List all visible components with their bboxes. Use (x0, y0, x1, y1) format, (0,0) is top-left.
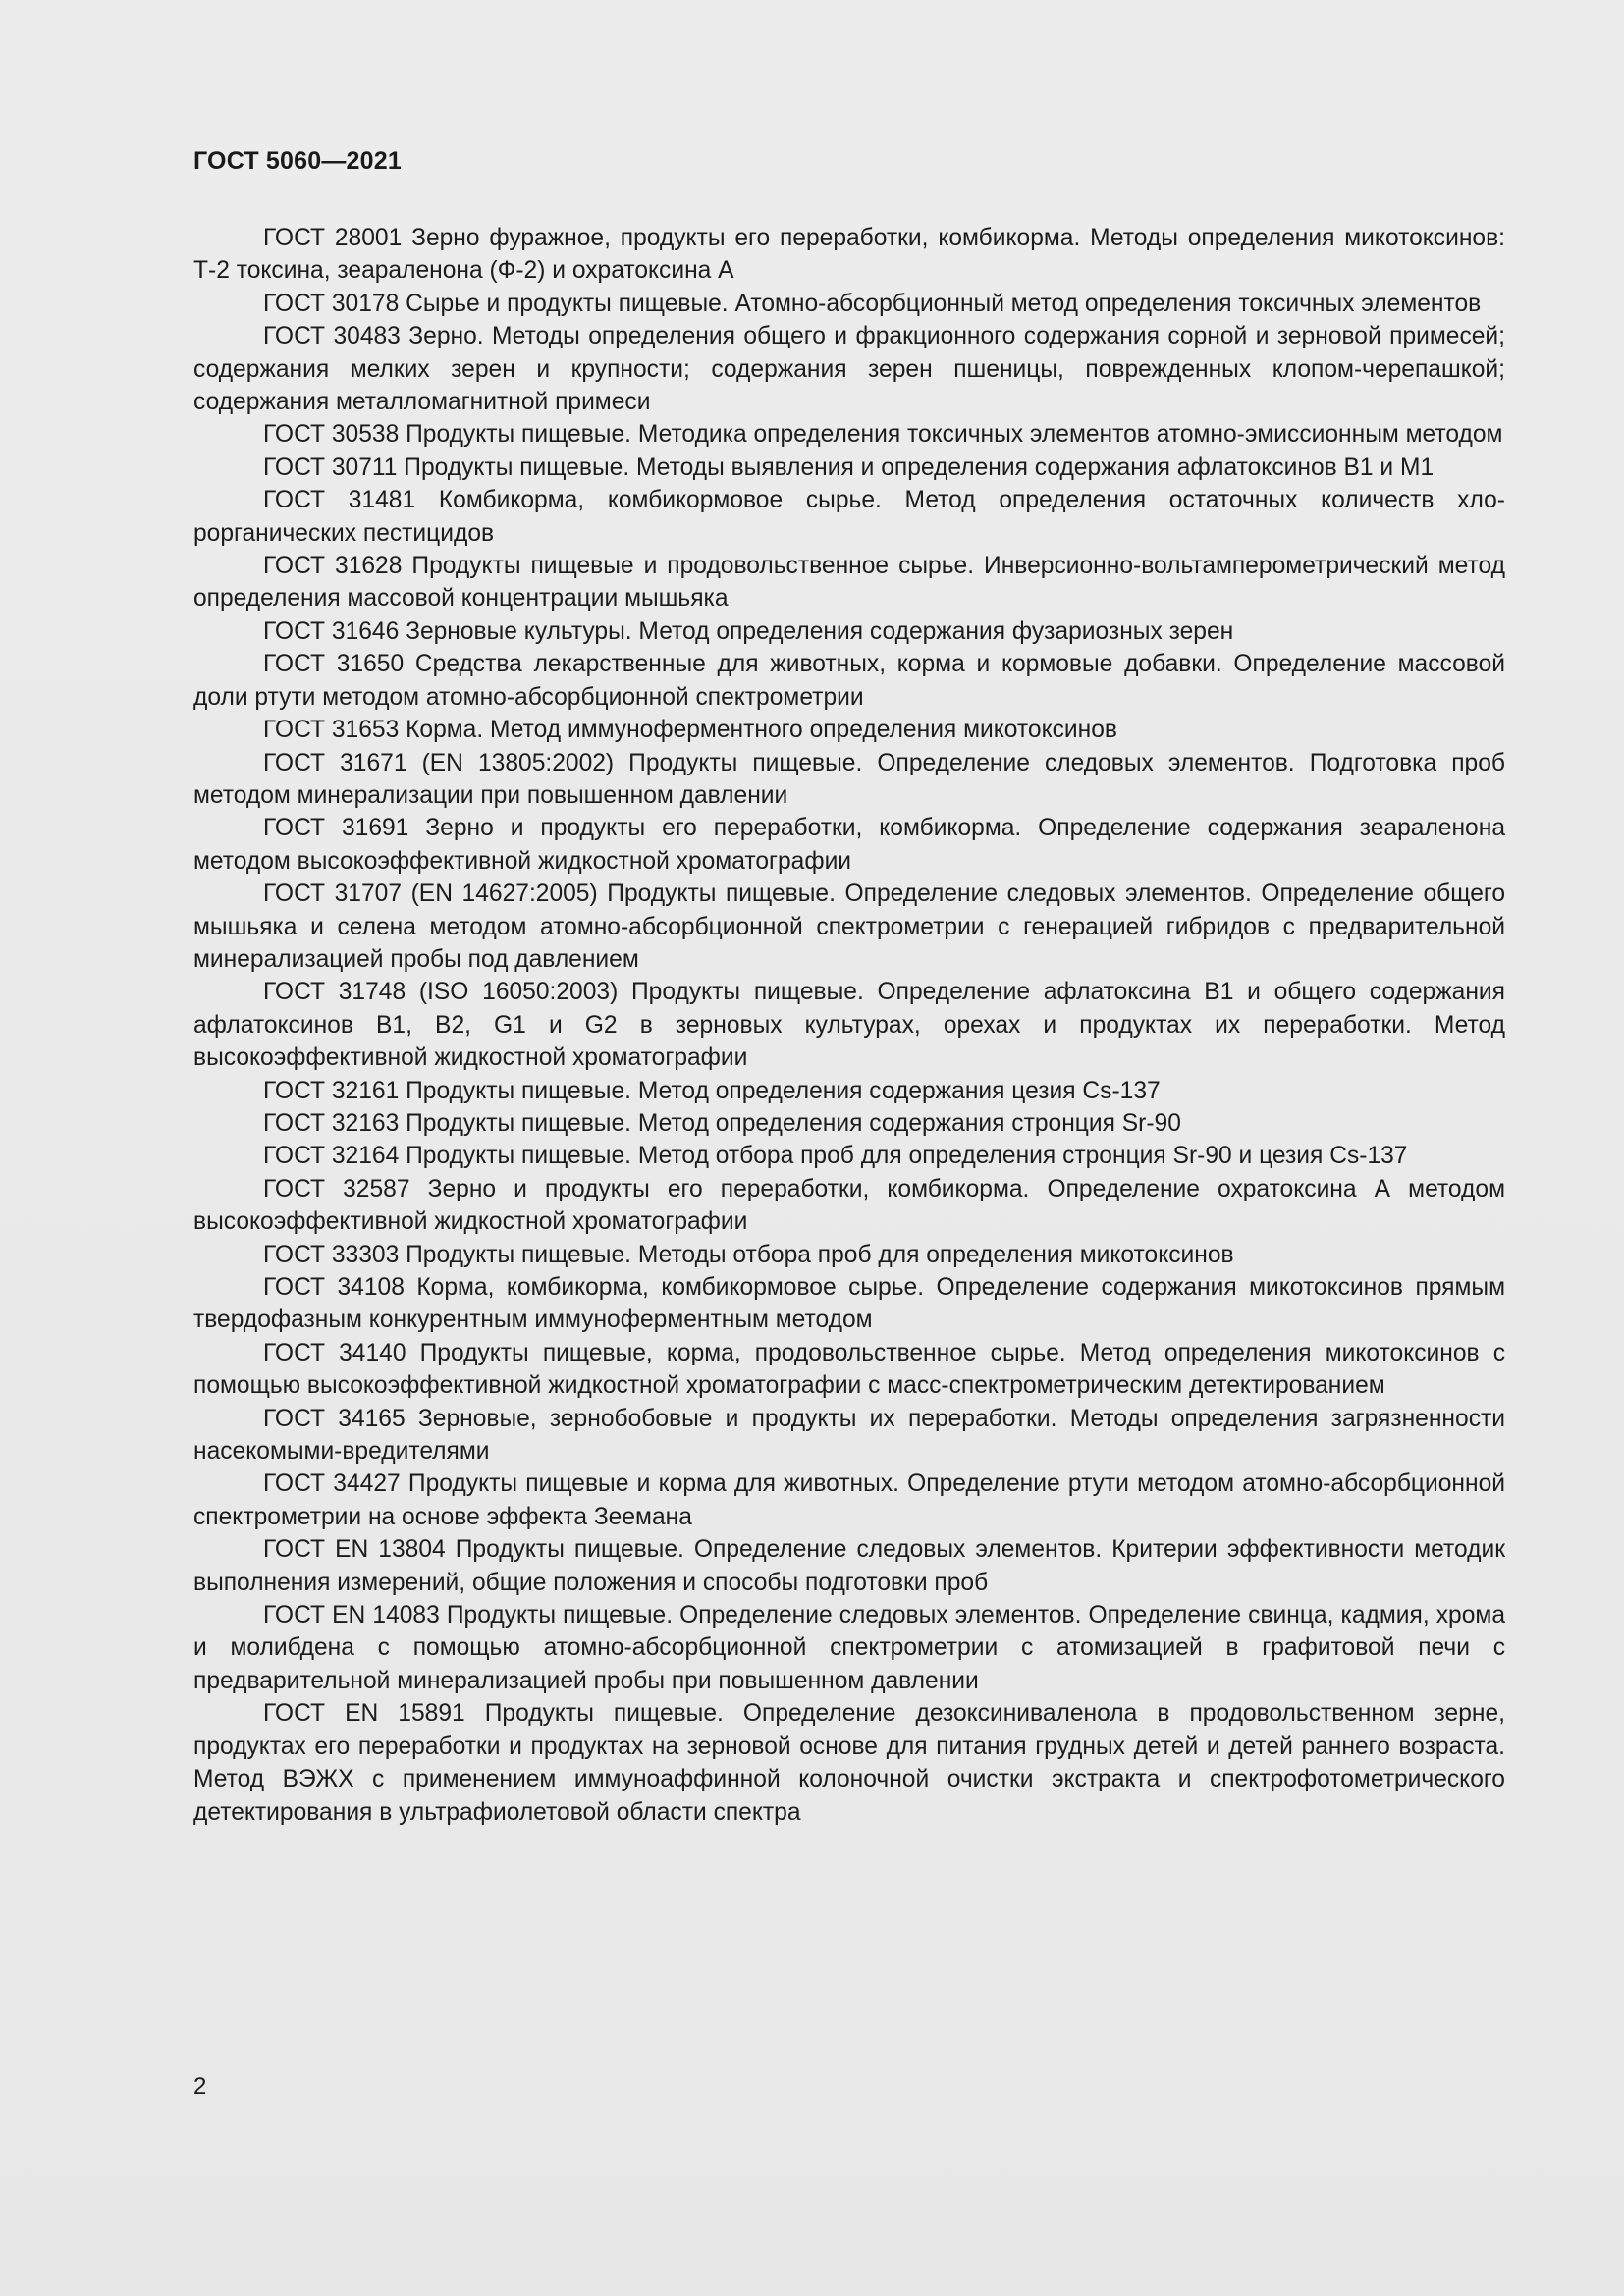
reference-item: ГОСТ 31646 Зерновые культуры. Метод определения содержания фузариозных зерен (263, 617, 1234, 645)
reference-item: ГОСТ 31650 Средства лекарственные для животных, корма и кормовые добавки. Определение массовой доли ртути методом атомно-абсорбционной спектрометрии (193, 651, 1505, 711)
reference-item: ГОСТ EN 14083 Продукты пищевые. Определение следовых элементов. Определение свинца, кадмия, хрома и молибдена с помощью атомно-абсорбционной спектрометрии с атомизацией в графитовой печи с предварительной минерализацией пробы при повышенном давлении (193, 1602, 1505, 1694)
page-number: 2 (193, 2073, 207, 2100)
reference-item: ГОСТ 30483 Зерно. Методы определения общего и фракционного содержания сорной и зерновой примесей; содержания мелких зерен и крупности; содержания зерен пшеницы, поврежденных клопом-черепашкой; содержания металломагнитной примеси (193, 323, 1505, 416)
reference-item: ГОСТ 34165 Зерновые, зернобобовые и продукты их переработки. Методы определения загрязненности насекомыми-вредителями (193, 1405, 1505, 1466)
reference-item: ГОСТ 33303 Продукты пищевые. Методы отбора проб для определения микотоксинов (263, 1241, 1234, 1268)
reference-item: ГОСТ 31671 (EN 13805:2002) Продукты пищевые. Определение следовых элементов. Подготовка проб методом минерализации при повышенном давлении (193, 749, 1505, 809)
reference-item: ГОСТ 34140 Продукты пищевые, корма, продовольственное сырье. Метод определения микотоксинов с помощью высокоэффективной жидкостной хроматографии с масс-спектрометрическим детектированием (193, 1339, 1505, 1400)
reference-item: ГОСТ 31707 (EN 14627:2005) Продукты пищевые. Определение следовых элементов. Определение общего мышьяка и селена методом атомно-абсорбционной спектрометрии с генерацией гибридов с предварительной минерализацией пробы под давлением (193, 881, 1505, 973)
reference-item: ГОСТ 31481 Комбикорма, комбикормовое сырье. Метод определения остаточных количеств хлорорганических пестицидов (193, 487, 1505, 547)
reference-item: ГОСТ 28001 Зерно фуражное, продукты его переработки, комбикорма. Методы определения микотоксинов: Т-2 токсина, зеараленона (Ф-2) и охратоксина А (193, 225, 1505, 285)
document-header: ГОСТ 5060—2021 (193, 147, 402, 175)
reference-item: ГОСТ 34108 Корма, комбикорма, комбикормовое сырье. Определение содержания микотоксинов прямым твердофазным конкурентным иммуноферментным методом (193, 1274, 1505, 1334)
reference-item: ГОСТ 32161 Продукты пищевые. Метод определения содержания цезия Cs-137 (263, 1077, 1161, 1104)
reference-item: ГОСТ 32163 Продукты пищевые. Метод определения содержания стронция Sr-90 (263, 1109, 1181, 1137)
reference-item: ГОСТ 31628 Продукты пищевые и продовольственное сырье. Инверсионно-вольтамперометрический метод определения массовой концентрации мышьяка (193, 553, 1505, 613)
reference-item: ГОСТ 31748 (ISO 16050:2003) Продукты пищевые. Определение афлатоксина В1 и общего содержания афлатоксинов В1, В2, G1 и G2 в зерновых культурах, орехах и продуктах их переработки. Метод высокоэффективной жидкостной хроматографии (193, 979, 1505, 1072)
normative-references-list (193, 222, 1505, 1829)
reference-item: ГОСТ 31653 Корма. Метод иммуноферментного определения микотоксинов (263, 717, 1117, 744)
reference-item: ГОСТ EN 15891 Продукты пищевые. Определение дезоксиниваленола в продовольственном зерне, продуктах его переработки и продуктах на зерновой основе для питания грудных детей и детей раннего возраста. Метод ВЭЖХ с применением иммуноаффинной колоночной очистки экстракта и спектрофотометрического детектирования в ультрафиолетовой области спектра (193, 1700, 1505, 1826)
reference-item: ГОСТ 30711 Продукты пищевые. Методы выявления и определения содержания афлатоксинов В1 и М1 (263, 454, 1435, 481)
reference-item: ГОСТ 32164 Продукты пищевые. Метод отбора проб для определения стронция Sr-90 и цезия Cs-137 (263, 1143, 1408, 1170)
reference-item: ГОСТ 30538 Продукты пищевые. Методика определения токсичных элементов атомно-эмиссионным методом (263, 421, 1503, 449)
reference-item: ГОСТ 30178 Сырье и продукты пищевые. Атомно-абсорбционный метод определения токсичных элементов (263, 290, 1482, 317)
reference-item: ГОСТ EN 13804 Продукты пищевые. Определение следовых элементов. Критерии эффективности методик выполнения измерений, общие положения и способы подготовки проб (193, 1536, 1505, 1596)
reference-item: ГОСТ 34427 Продукты пищевые и корма для животных. Определение ртути методом атомно-абсорбционной спектрометрии на основе эффекта Зеемана (193, 1470, 1505, 1530)
reference-item: ГОСТ 32587 Зерно и продукты его переработки, комбикорма. Определение охратоксина А методом высокоэффективной жидкостной хроматографии (193, 1175, 1505, 1236)
reference-item: ГОСТ 31691 Зерно и продукты его переработки, комбикорма. Определение содержания зеараленона методом высокоэффективной жидкостной хроматографии (193, 815, 1505, 875)
